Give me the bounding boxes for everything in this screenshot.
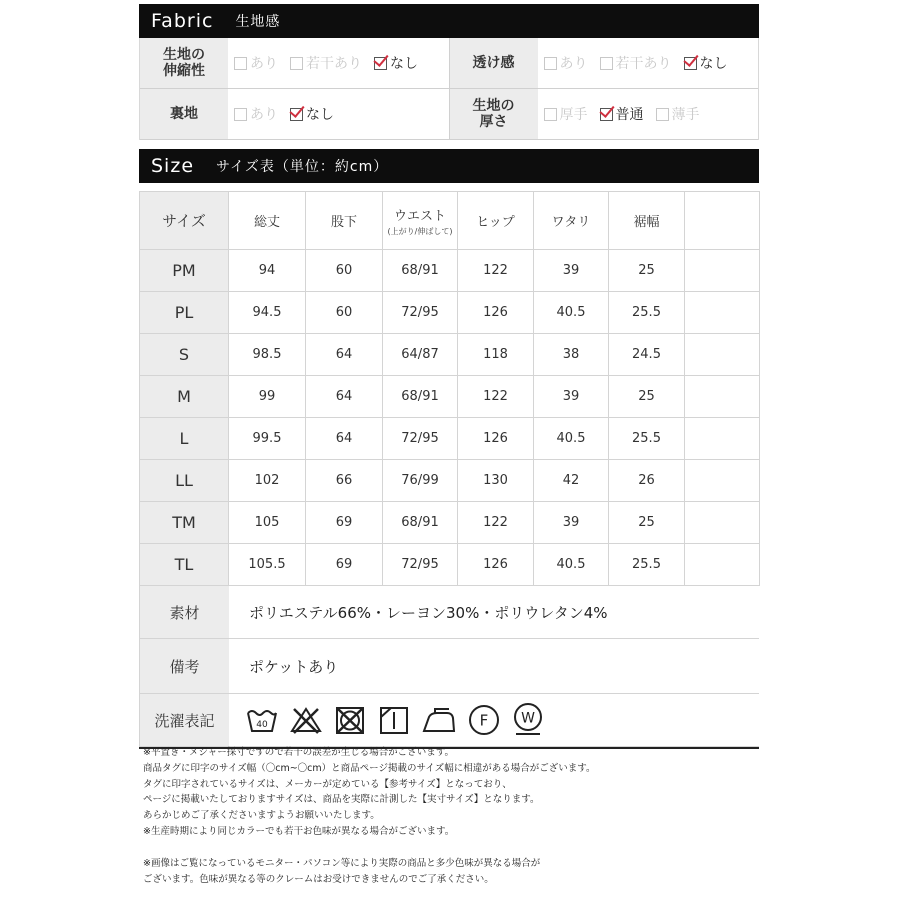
size-value-cell: 26	[609, 460, 685, 502]
notes	[143, 745, 743, 887]
size-col-header-text: ヒップ	[476, 215, 515, 230]
size-value-cell: 94.5	[229, 292, 306, 334]
size-value-cell: 72/95	[383, 544, 458, 586]
size-name-cell: S	[140, 334, 229, 376]
size-value-cell: 40.5	[534, 544, 609, 586]
size-value-cell: 126	[458, 544, 534, 586]
size-title-en: Size	[151, 155, 195, 177]
size-col-header-text: ワタリ	[551, 215, 591, 230]
size-value-cell: 64	[306, 334, 383, 376]
fabric-label-line: 生地の	[163, 47, 205, 63]
checkbox-icon	[234, 57, 247, 70]
line-dry-icon	[377, 703, 411, 737]
fabric-options	[538, 89, 759, 139]
size-value-cell: 25.5	[609, 418, 685, 460]
fabric-option-checked	[290, 104, 334, 124]
material-row	[139, 586, 759, 639]
size-value-cell: 122	[458, 376, 534, 418]
size-value-cell: 66	[306, 460, 383, 502]
size-row	[140, 250, 760, 292]
size-value-cell: 25	[609, 376, 685, 418]
size-value-cell: 38	[534, 334, 609, 376]
fabric-options	[228, 89, 449, 139]
fabric-option-text: 普通	[615, 107, 644, 123]
size-col-header-text: 総丈	[253, 215, 280, 230]
size-title-jp: サイズ表（単位：約cm）	[216, 159, 389, 175]
size-value-cell: 105	[229, 502, 306, 544]
fabric-option-text: なし	[390, 56, 418, 72]
fabric-property	[140, 89, 449, 139]
fabric-option-text: なし	[306, 107, 334, 123]
fabric-property-label	[140, 89, 228, 139]
size-col-header	[534, 192, 609, 250]
fabric-options	[538, 38, 759, 88]
checkbox-icon	[544, 108, 557, 121]
fabric-option-text: なし	[699, 56, 728, 72]
notes-block-2	[143, 856, 743, 888]
checked-box-icon	[290, 108, 303, 121]
size-row	[140, 544, 760, 586]
size-value-cell: 39	[534, 250, 609, 292]
size-name-cell: M	[140, 376, 229, 418]
size-row	[140, 502, 760, 544]
size-name-cell: PM	[140, 250, 229, 292]
size-value-cell: 126	[458, 418, 534, 460]
wet-clean-w-icon	[511, 701, 545, 739]
fabric-option	[544, 104, 588, 124]
size-value-cell: 42	[534, 460, 609, 502]
size-col-header-text: ウエスト	[393, 208, 446, 224]
note-line: タグに印字されているサイズは、メーカーが定めている【参考サイズ】となっており、	[143, 778, 512, 790]
remarks-value: ポケットあり	[249, 657, 339, 676]
fabric-option	[290, 53, 362, 73]
size-value-cell: 94	[229, 250, 306, 292]
dry-clean-f-icon	[467, 703, 501, 737]
no-bleach-icon	[289, 703, 323, 737]
size-value-cell: 68/91	[383, 376, 458, 418]
size-value-cell: 122	[458, 502, 534, 544]
fabric-option	[600, 53, 672, 73]
note-line: あらかじめご了承くださいますようお願いいたします。	[143, 810, 380, 822]
size-table-body	[140, 250, 760, 586]
size-value-cell: 64	[306, 376, 383, 418]
checked-box-icon	[374, 57, 387, 70]
no-tumble-dry-icon	[333, 703, 367, 737]
size-value-cell: 99.5	[229, 418, 306, 460]
fabric-property-label	[140, 38, 228, 88]
fabric-option	[544, 53, 588, 73]
size-name-cell: TM	[140, 502, 229, 544]
size-value-cell	[685, 544, 760, 586]
size-value-cell: 39	[534, 502, 609, 544]
size-value-cell	[685, 502, 760, 544]
size-value-cell: 24.5	[609, 334, 685, 376]
size-value-cell	[685, 292, 760, 334]
fabric-options	[228, 38, 449, 88]
size-row	[140, 292, 760, 334]
size-col-header	[306, 192, 383, 250]
size-value-cell: 25.5	[609, 292, 685, 334]
size-value-cell: 40.5	[534, 292, 609, 334]
size-value-cell: 69	[306, 544, 383, 586]
care-symbols	[229, 694, 759, 746]
size-row	[140, 418, 760, 460]
size-value-cell: 69	[306, 502, 383, 544]
fabric-properties	[139, 38, 759, 140]
size-col-header-text: 裾幅	[633, 215, 660, 230]
fabric-property-label	[450, 89, 538, 139]
note-line: ございます。色味が異なる等のクレームはお受けできませんのでご了承ください。	[143, 873, 494, 885]
fabric-option-text: 薄手	[671, 107, 700, 123]
size-value-cell: 72/95	[383, 418, 458, 460]
fabric-option-checked	[600, 104, 644, 124]
size-col-header-text: 股下	[330, 215, 357, 230]
care-label: 洗濯表記	[140, 694, 229, 746]
fabric-row	[140, 89, 758, 140]
size-col-header	[609, 192, 685, 250]
checked-box-icon	[684, 57, 697, 70]
size-value-cell: 64/87	[383, 334, 458, 376]
size-row	[140, 460, 760, 502]
size-name-cell: PL	[140, 292, 229, 334]
size-col-header	[140, 192, 229, 250]
size-table	[139, 191, 760, 586]
checkbox-icon	[234, 108, 247, 121]
size-col-header	[685, 192, 760, 250]
size-value-cell: 122	[458, 250, 534, 292]
note-line: ※画像はご覧になっているモニター・パソコン等により実際の商品と多少色味が異なる場合が	[143, 857, 541, 869]
size-col-header	[229, 192, 306, 250]
size-value-cell: 130	[458, 460, 534, 502]
fabric-option-text: あり	[250, 107, 278, 123]
wet-clean-letter: W	[521, 710, 535, 727]
size-value-cell: 39	[534, 376, 609, 418]
size-value-cell: 126	[458, 292, 534, 334]
fabric-title-en: Fabric	[151, 10, 214, 32]
note-line: ページに掲載いたしておりますサイズは、商品を実際に計測した【実寸サイズ】となります。	[143, 794, 540, 806]
size-table-header-row	[140, 192, 760, 250]
fabric-property-label	[450, 38, 538, 88]
size-value-cell: 105.5	[229, 544, 306, 586]
size-col-header-text: サイズ	[162, 212, 206, 230]
fabric-label-line: 厚さ	[479, 114, 508, 130]
fabric-label-line: 透け感	[472, 55, 515, 71]
size-value-cell: 118	[458, 334, 534, 376]
material-value: ポリエステル66%・レーヨン30%・ポリウレタン4%	[249, 603, 608, 622]
fabric-property	[140, 38, 449, 88]
size-value-cell: 64	[306, 418, 383, 460]
size-value-cell: 68/91	[383, 250, 458, 292]
fabric-option	[234, 53, 278, 73]
size-name-cell: TL	[140, 544, 229, 586]
material-label: 素材	[140, 586, 229, 638]
size-value-cell	[685, 460, 760, 502]
size-value-cell: 25.5	[609, 544, 685, 586]
wash-temp: 40	[256, 720, 268, 730]
note-line: ※生産時期により同じカラーでも若干お色味が異なる場合がございます。	[143, 825, 455, 837]
size-value-cell: 68/91	[383, 502, 458, 544]
size-value-cell: 99	[229, 376, 306, 418]
size-value-cell: 72/95	[383, 292, 458, 334]
fabric-option-checked	[374, 53, 418, 73]
size-row	[140, 376, 760, 418]
fabric-property	[449, 38, 759, 88]
fabric-option	[656, 104, 700, 124]
notes-block-1	[143, 745, 743, 840]
fabric-label-line: 伸縮性	[163, 63, 205, 79]
size-value-cell: 60	[306, 292, 383, 334]
size-value-cell: 76/99	[383, 460, 458, 502]
fabric-title-jp: 生地感	[235, 14, 281, 30]
fabric-row	[140, 38, 758, 89]
size-section-header	[139, 149, 759, 183]
note-line: ※平置き・メジャー採寸ですので若干の誤差が生じる場合がございます。	[143, 747, 455, 758]
size-value-cell: 98.5	[229, 334, 306, 376]
note-line: 商品タグに印字のサイズ幅（〇cm~〇cm）と商品ページ掲載のサイズ幅に相違がある場合がございます。	[143, 762, 596, 774]
care-row	[139, 694, 759, 747]
size-name-cell: L	[140, 418, 229, 460]
size-col-header	[383, 192, 458, 250]
checkbox-icon	[656, 108, 669, 121]
fabric-option-checked	[684, 53, 728, 73]
checkbox-icon	[600, 57, 613, 70]
size-value-cell: 40.5	[534, 418, 609, 460]
size-value-cell	[685, 334, 760, 376]
checked-box-icon	[600, 108, 613, 121]
wash-40-icon	[245, 703, 279, 737]
size-value-cell	[685, 250, 760, 292]
size-row	[140, 334, 760, 376]
checkbox-icon	[290, 57, 303, 70]
fabric-property	[449, 89, 759, 139]
product-spec-sheet	[139, 4, 759, 749]
fabric-label-line: 裏地	[170, 106, 198, 122]
size-value-cell: 25	[609, 250, 685, 292]
fabric-option	[234, 104, 278, 124]
size-value-cell: 102	[229, 460, 306, 502]
fabric-label-line: 生地の	[472, 98, 515, 114]
size-value-cell	[685, 376, 760, 418]
fabric-option-text: 若干あり	[306, 56, 362, 72]
fabric-option-text: あり	[559, 56, 588, 72]
dry-clean-letter: F	[479, 711, 489, 730]
remarks-row	[139, 639, 759, 694]
size-value-cell: 25	[609, 502, 685, 544]
size-value-cell	[685, 418, 760, 460]
size-col-header	[458, 192, 534, 250]
size-value-cell: 60	[306, 250, 383, 292]
fabric-option-text: あり	[250, 56, 278, 72]
waist-note: (上がり/伸ばして)	[387, 226, 453, 236]
fabric-option-text: 厚手	[559, 107, 588, 123]
checkbox-icon	[544, 57, 557, 70]
remarks-label: 備考	[140, 639, 229, 693]
size-name-cell: LL	[140, 460, 229, 502]
fabric-section-header	[139, 4, 759, 38]
iron-icon	[421, 703, 457, 737]
fabric-option-text: 若干あり	[615, 56, 672, 72]
